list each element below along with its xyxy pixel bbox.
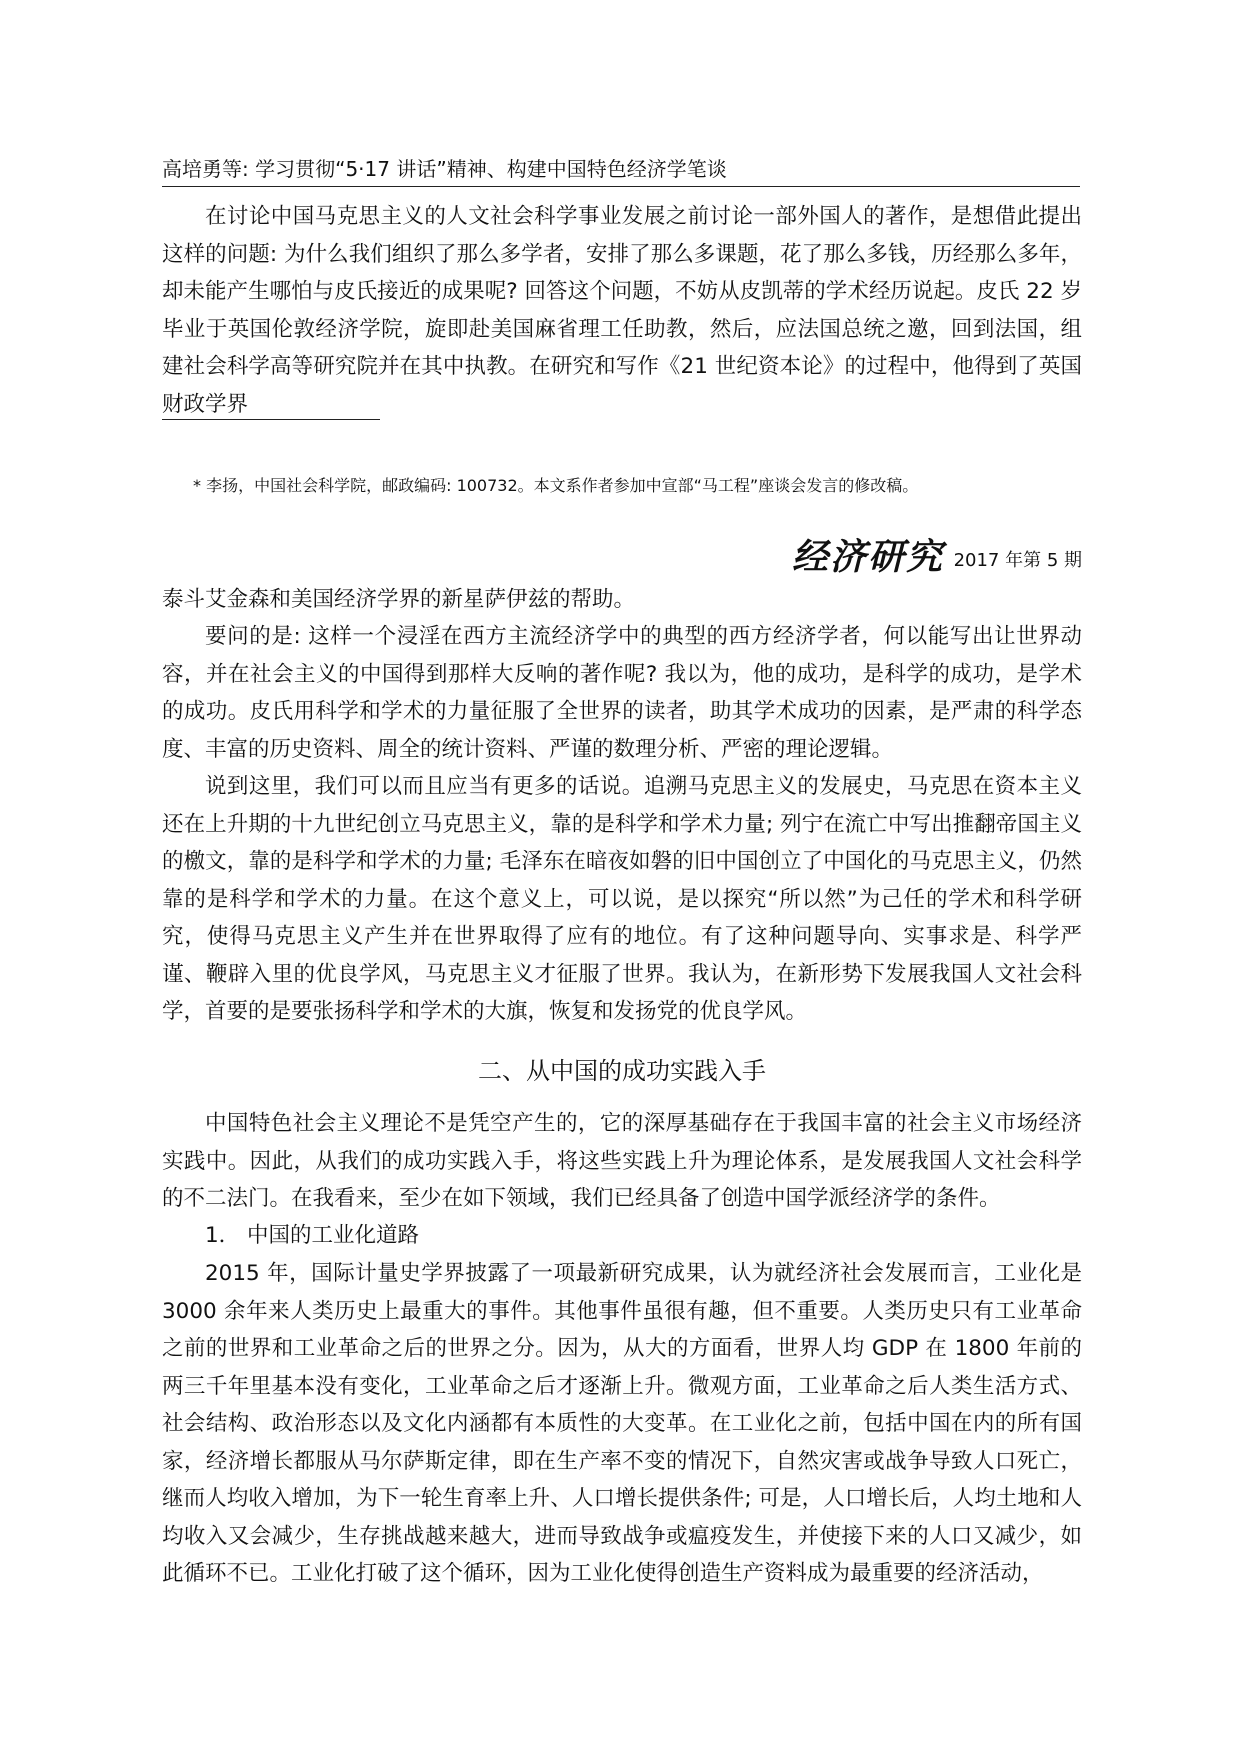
- journal-page-footer: [770, 529, 1082, 577]
- svg-text:经济研究: 经济研究: [791, 536, 944, 577]
- paragraph: 泰斗艾金森和美国经济学界的新星萨伊兹的帮助。: [162, 587, 636, 612]
- footnote: * 李扬，中国社会科学院，邮政编码: 100732。本文系作者参加中宣部“马工程”座谈会发言的修改稿。: [193, 476, 919, 495]
- footnote-rule: [162, 419, 380, 420]
- paragraph: 在讨论中国马克思主义的人文社会科学事业发展之前讨论一部外国人的著作，是想借此提出这样的问题: 为什么我们组织了那么多学者，安排了那么多课题，花了那么多钱，历经那么多年，却未能产生哪怕与皮氏接近的成果呢? 回答这个问题，不妨从皮凯蒂的学术经历说起。皮氏 22 岁毕业于英国伦敦经济学院，旋即赴美国麻省理工任助教，然后，应法国总统之邀，回到法国，组建社会科学高等研究院并在其中执教。在研究和写作《21 世纪资本论》的过程中，他得到了英国财政学界: [162, 204, 1082, 417]
- subsection-heading: 1． 中国的工业化道路: [205, 1223, 420, 1248]
- paragraph: 2015 年，国际计量史学界披露了一项最新研究成果，认为就经济社会发展而言，工业化是 3000 余年来人类历史上最重大的事件。其他事件虽很有趣，但不重要。人类历史只有工业革命之前的世界和工业革命之后的世界之分。因为，从大的方面看，世界人均 GDP 在 1800 年前的两三千年里基本没有变化，工业革命之后才逐渐上升。微观方面，工业革命之后人类生活方式、社会结构、政治形态以及文化内涵都有本质性的大变革。在工业化之前，包括中国在内的所有国家，经济增长都服从马尔萨斯定律，即在生产率不变的情况下，自然灾害或战争导致人口死亡，继而人均收入增加，为下一轮生育率上升、人口增长提供条件; 可是，人口增长后，人均土地和人均收入又会减少，生存挑战越来越大，进而导致战争或瘟疫发生，并使接下来的人口又减少，如此循环不已。工业化打破了这个循环，因为工业化使得创造生产资料成为最重要的经济活动，: [162, 1261, 1082, 1586]
- journal-logo: [790, 533, 950, 577]
- running-header: 高培勇等: 学习贯彻“5·17 讲话”精神、构建中国特色经济学笔谈: [162, 154, 1080, 187]
- journal-issue: 2017 年第 5 期: [953, 550, 1082, 571]
- paragraph: 要问的是: 这样一个浸淫在西方主流经济学中的典型的西方经济学者，何以能写出让世界动容，并在社会主义的中国得到那样大反响的著作呢? 我以为，他的成功，是科学的成功，是学术的成功。皮氏用科学和学术的力量征服了全世界的读者，助其学术成功的因素，是严肃的科学态度、丰富的历史资料、周全的统计资料、严谨的数理分析、严密的理论逻辑。: [162, 624, 1082, 762]
- paragraph: 说到这里，我们可以而且应当有更多的话说。追溯马克思主义的发展史，马克思在资本主义还在上升期的十九世纪创立马克思主义，靠的是科学和学术力量; 列宁在流亡中写出推翻帝国主义的檄文，靠的是科学和学术的力量; 毛泽东在暗夜如磐的旧中国创立了中国化的马克思主义，仍然靠的是科学和学术的力量。在这个意义上，可以说，是以探究“所以然”为己任的学术和科学研究，使得马克思主义产生并在世界取得了应有的地位。有了这种问题导向、实事求是、科学严谨、鞭辟入里的优良学风，马克思主义才征服了世界。我认为，在新形势下发展我国人文社会科学，首要的是要张扬科学和学术的大旗，恢复和发扬党的优良学风。: [162, 774, 1082, 1024]
- section-heading: 二、从中国的成功实践入手: [478, 1057, 766, 1085]
- paragraph: 中国特色社会主义理论不是凭空产生的，它的深厚基础存在于我国丰富的社会主义市场经济实践中。因此，从我们的成功实践入手，将这些实践上升为理论体系，是发展我国人文社会科学的不二法门。在我看来，至少在如下领域，我们已经具备了创造中国学派经济学的条件。: [162, 1111, 1082, 1211]
